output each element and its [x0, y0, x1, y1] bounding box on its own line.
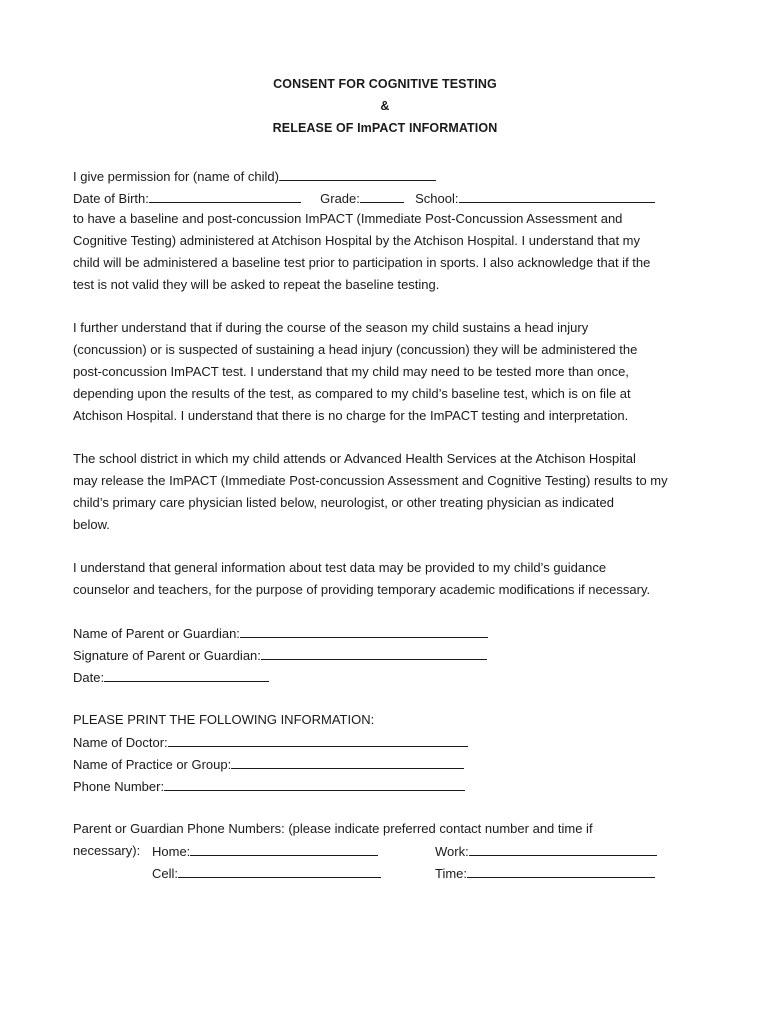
contact-home-row [73, 843, 140, 859]
practice-field[interactable] [231, 756, 464, 769]
guardian-name-field[interactable] [240, 625, 488, 638]
paragraph-2-line: post-concussion ImPACT test. I understand that my child may need to be tested more than once, [73, 364, 629, 379]
practice-label: Name of Practice or Group: [73, 757, 232, 772]
work-phone-row [435, 843, 657, 860]
grade-field[interactable] [360, 190, 404, 203]
child-name-field[interactable] [279, 168, 436, 181]
dob-label: Date of Birth: [73, 191, 149, 206]
paragraph-1-line: to have a baseline and post-concussion ImPACT (Immediate Post-Concussion Assessment and [73, 211, 623, 226]
guardian-name-row [73, 625, 488, 642]
time-row [435, 865, 655, 882]
guardian-signature-label: Signature of Parent or Guardian: [73, 648, 261, 663]
guardian-name-label: Name of Parent or Guardian: [73, 626, 240, 641]
child-name-label: I give permission for (name of child) [73, 169, 279, 184]
phone-field[interactable] [164, 778, 465, 791]
paragraph-1-line: test is not valid they will be asked to repeat the baseline testing. [73, 277, 440, 292]
paragraph-2-line: Atchison Hospital. I understand that there is no charge for the ImPACT testing and interpretation. [73, 408, 629, 423]
paragraph-1-line: Cognitive Testing) administered at Atchison Hospital by the Atchison Hospital. I understand that my [73, 233, 641, 248]
guardian-signature-row [73, 647, 487, 664]
home-phone-field[interactable] [190, 843, 378, 856]
date-field[interactable] [104, 669, 269, 682]
print-section-heading: PLEASE PRINT THE FOLLOWING INFORMATION: [73, 712, 375, 727]
paragraph-4-line: I understand that general information about test data may be provided to my child’s guidance [73, 560, 607, 575]
time-label: Time: [435, 866, 468, 881]
school-label: School: [415, 191, 459, 206]
form-subtitle: RELEASE OF ImPACT INFORMATION [272, 121, 498, 135]
paragraph-2-line: depending upon the results of the test, as compared to my child’s baseline test, which is on file at [73, 386, 631, 401]
grade-label: Grade: [320, 191, 360, 206]
time-field[interactable] [467, 865, 655, 878]
phone-label: Phone Number: [73, 779, 165, 794]
child-details-row [73, 190, 655, 207]
dob-field[interactable] [149, 190, 301, 203]
paragraph-3-line: may release the ImPACT (Immediate Post-concussion Assessment and Cognitive Testing) results to my [73, 473, 668, 488]
doctor-label: Name of Doctor: [73, 735, 168, 750]
cell-phone-field[interactable] [178, 865, 381, 878]
cell-label: Cell: [152, 866, 179, 881]
contact-intro: Parent or Guardian Phone Numbers: (please indicate preferred contact number and time if [73, 821, 593, 836]
work-phone-field[interactable] [469, 843, 657, 856]
paragraph-3-line: below. [73, 517, 110, 532]
doctor-row [73, 734, 468, 751]
paragraph-1-line: child will be administered a baseline test prior to participation in sports. I also acknowledge that if the [73, 255, 651, 270]
doctor-field[interactable] [168, 734, 468, 747]
paragraph-2-line: (concussion) or is suspected of sustaining a head injury (concussion) they will be administered the [73, 342, 638, 357]
paragraph-4-line: counselor and teachers, for the purpose of providing temporary academic modifications if necessary. [73, 582, 651, 597]
home-label: Home: [152, 844, 191, 859]
necessary-label: necessary): [73, 843, 141, 858]
home-phone-row [152, 843, 378, 860]
date-row [73, 669, 269, 686]
school-field[interactable] [459, 190, 655, 203]
practice-row [73, 756, 464, 773]
date-label: Date: [73, 670, 105, 685]
work-label: Work: [435, 844, 469, 859]
form-title-ampersand: & [380, 99, 390, 113]
cell-phone-row [152, 865, 381, 882]
guardian-signature-field[interactable] [261, 647, 487, 660]
paragraph-3-line: child’s primary care physician listed below, neurologist, or other treating physician as indicated [73, 495, 614, 510]
paragraph-2-line: I further understand that if during the course of the season my child sustains a head injury [73, 320, 589, 335]
child-name-row [73, 168, 436, 185]
paragraph-3-line: The school district in which my child attends or Advanced Health Services at the Atchison Hospital [73, 451, 636, 466]
form-title: CONSENT FOR COGNITIVE TESTING [273, 77, 497, 91]
phone-row [73, 778, 465, 795]
